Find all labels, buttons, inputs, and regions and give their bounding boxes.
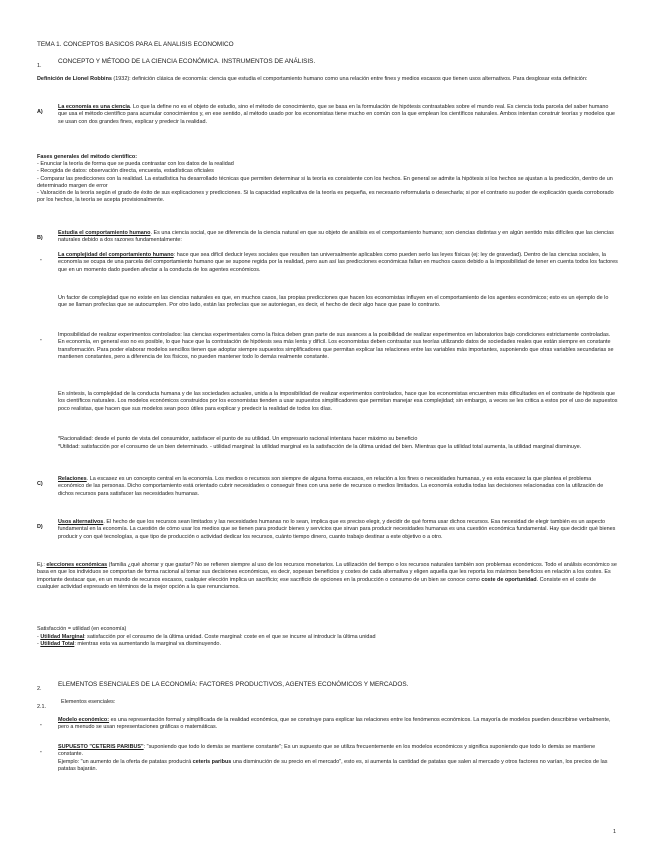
supuesto-paragraph (58, 744, 618, 759)
utilidad-total-label: Utilidad Total (40, 641, 75, 647)
elecciones-text-2: . Consiste en el coste de cualquier actividad expresado en términos de la mejor opción a la que renunciamos. (37, 576, 597, 590)
complejidad-paragraph (58, 252, 618, 274)
fases-line: - Valoración de la teoría según el grado de éxito de sus explicaciones y predicciones. Si la capacidad explicativa de la teoría es pequeña, es necesario reformularla o desecharla; si por el contrario su poder de explicación queda corroborado por los hechos, la teoría se acepta provisionalmente. (37, 190, 614, 204)
section-number: 1. (37, 63, 42, 70)
elecciones-paragraph (37, 562, 618, 591)
item-c-label: Relaciones (58, 476, 87, 482)
complejidad-label: La complejidad del comportamiento humano (58, 252, 174, 258)
coste-oportunidad-label: coste de oportunidad (481, 576, 537, 583)
complejidad-text: : hace que sea difícil deducir leyes sociales que resulten tan universalmente aplicables como pueden serlo las leyes físicas (ej: ley de gravedad). Dentro de las ciencias sociales, la economía se ocupa de una parcela del comportamiento humano que se supone regida por la realidad, pero aun así las predicciones económicas fallan en muchos casos debido a la imposibilidad de tener en cuenta todos los factores que en un momento dado pueden afectar a la conducta de los agentes económicos. (58, 252, 618, 273)
elecciones-text: (familia ¿qué ahorrar y que gastar? No se refieren siempre al uso de los recursos monetarios. La utilización del tiempo o los recursos naturales también son problemas económicos. Todo el análisis económico se basa en que los individuos se comportan de forma racional al tomar sus decisiones económicas, es decir, sopesan beneficios y costes de cada alternativa y eligen aquella que les reporta los máximos beneficios en relación a los costes. Es importante destacar que, en un mundo de recursos escasos, cualquier elección implica un sacrificio; ese sacrificio de opciones en la producción o consumo de un bien se conoce como (37, 562, 617, 583)
utilidad-marginal-label: Utilidad Marginal (40, 634, 85, 640)
utilidad-line: *Utilidad: satisfacción por el consumo de un bien determinado. - utilidad marginal: la utilidad marginal es la satisfacción de la última unidad del bien. Mientras que la utilidad total aumenta, la utilidad marginal disminuye. (58, 444, 582, 450)
robbins-text: (1932): definición clásica de economía: ciencia que estudia el comportamiento humano como una relación entre fines y medios escasos que tienen usos alternativos. Para desglosar esta definición: (111, 76, 588, 82)
utilidad-marginal-text: : satisfacción por el consumo de la última unidad. Coste marginal: coste en el que se incurre al introducir la última unidad (84, 634, 376, 640)
item-c-marker: C) (37, 481, 43, 488)
page-number: 1 (613, 828, 617, 835)
experimentos-paragraph: Imposibilidad de realizar experimentos controlados: las ciencias experimentales como la física deben gran parte de sus avances a la posibilidad de realizar experimentos en laboratorios bajo condiciones estrictamente controladas. En economía, en general eso no es posible, lo que hace que la contratación de hipótesis sea más lenta y difícil. Los economistas deben contrastar sus teorías utilizando datos de sociedades reales que están siempre en constante transformación. Para poder elaborar modelos sencillos tienen que adoptar siempre supuestos simplificadores que permitan explicar las relaciones entre las variables más importantes, suponiendo que otras variables secundarias se mantienen constantes, pero a diferencia de los físicos, no pueden mantener todo lo demás realmente constante. (58, 332, 614, 360)
supuesto-example-pre: Ejemplo: "un aumento de la oferta de patatas producirá (58, 759, 193, 765)
item-d-paragraph (58, 519, 618, 541)
item-d-marker: D) (37, 524, 43, 531)
section-heading: CONCEPTO Y MÉTODO DE LA CIENCIA ECONÓMICA. INSTRUMENTOS DE ANÁLISIS. (58, 58, 316, 65)
subsection-heading: Elementos esenciales: (61, 699, 116, 705)
item-a-text: . Lo que la define no es el objeto de estudio, sino el método de conocimiento, que se basa en la formulación de hipótesis contrastables sobre el mundo real. Es ciencia toda parcela del saber humano que usa el método científico para acumular conocimientos y, en ese sentido, al método usado por los economistas tiene mucho en común con la que emplean los científicos naturales. Ambos intentan construir teorías y modelos que se usan con dos grandes fines, explicar y predecir la realidad. (58, 104, 615, 125)
modelo-text: es una representación formal y simplificada de la realidad económica, que se construye para explicar las relaciones entre los fenómenos económicos. La mayoría de modelos pueden describirse verbalmente, pero a menudo se usan representaciones gráficas o matemáticas. (58, 717, 611, 731)
fases-line: - Recogida de datos: observación directa, encuesta, estadísticas oficiales (37, 168, 214, 174)
item-a-label: La economía es una ciencia (58, 104, 130, 110)
fases-heading: Fases generales del método científico: (37, 154, 138, 160)
item-d-label: Usos alternativos (58, 519, 104, 525)
sintesis-paragraph: En síntesis, la complejidad de la conducta humana y de las sociedades actuales, unida a la imposibilidad de realizar experimentos controlados, hace que los economistas encuentren más dificultades en el contraste de hipótesis que los científicos naturales. Los modelos económicos construidos por los economistas tienden a usar supuestos simplificadores que permitan manejar esa complejidad; sin embargo, a veces se les critica a estos por el uso de supuestos poco realistas, que hacen que sus modelos sean poco útiles para explicar y predecir la realidad de todos los días. (58, 391, 618, 412)
modelo-label: Modelo económico: (58, 717, 110, 723)
supuesto-text: : "suponiendo que todo lo demás se mantiene constante"; Es un supuesto que se utiliza frecuentemente en los modelos económicos y significa suponiendo que todo lo demás se mantiene constante. (58, 744, 596, 758)
section-heading: ELEMENTOS ESENCIALES DE LA ECONOMÍA: FACTORES PRODUCTIVOS, AGENTES ECONÓMICOS Y MERCADOS. (58, 681, 409, 688)
item-c-paragraph (58, 476, 618, 498)
utilidad-marginal-line: - Utilidad Marginal: satisfacción por el consumo de la última unidad. Coste marginal: coste en el que se incurre al introducir la última unidad (37, 634, 376, 640)
item-c-text: . La escasez es un concepto central en la economía. Los medios o recursos son siempre de alguna forma escasos, en relación a los fines o necesidades humanas, y es esta escasez la que plantea el problema económico de las personas. Dicho comportamiento está orientado cubrir necesidades o conseguir fines con una serie de recursos o medios limitados. La economía estudia todas las decisiones relacionadas con la utilización de dichos recursos para satisfacer las necesidades humanas. (58, 476, 604, 497)
robbins-label: Definición de Lionel Robbins (37, 76, 112, 82)
racionalidad-line: *Racionalidad: desde el punto de vista del consumidor, satisfacer el punto de su utilidad. Un empresario racional intentara hacer máximo su beneficio (58, 436, 418, 442)
supuesto-marker: - (40, 749, 42, 756)
supuesto-example (58, 759, 618, 774)
fases-line: - Enunciar la teoría de forma que se pueda contrastar con los datos de la realidad (37, 161, 234, 167)
utilidad-total-text: : mientras esta va aumentando la marginal va disminuyendo. (74, 641, 221, 647)
elecciones-label: elecciones económicas (46, 562, 108, 568)
section-number: 2. (37, 686, 42, 693)
item-a-paragraph (58, 104, 618, 126)
item-b-text: . Es una ciencia social, que se diferencia de la ciencia natural en que su objeto de análisis es el comportamiento humano; son ciencias distintas y en algún sentido más difíciles que las ciencias naturales debido a dos razones fundamentalmente: (58, 230, 614, 244)
subsection-number: 2.1. (37, 704, 47, 711)
supuesto-label: SUPUESTO "CETERIS PARIBUS" (58, 744, 144, 750)
ceteris-paribus-label: ceteris paribus (192, 759, 232, 765)
supuesto-example-text: una disminución de su precio en el mercado", esto es, si aumenta la cantidad de patatas que salen al mercado y otros factores no varían, los precios de las patatas bajarán. (58, 759, 608, 773)
page-title: TEMA 1. CONCEPTOS BASICOS PARA EL ANALISIS ECONOMICO (37, 41, 234, 48)
utilidad-total-line: - Utilidad Total: mientras esta va aumentando la marginal va disminuyendo. (37, 641, 221, 647)
experimentos-marker: - (40, 337, 42, 344)
item-b-paragraph (58, 230, 618, 245)
modelo-paragraph (58, 717, 618, 732)
complejidad-marker: - (40, 257, 42, 264)
satisfaccion-line: Satisfacción = utilidad (en economía) (37, 626, 127, 632)
ej-prefix: Ej.: (37, 562, 47, 568)
item-a-marker: A) (37, 109, 43, 116)
modelo-marker: - (40, 722, 42, 729)
complejidad-paragraph-2: Un factor de complejidad que no existe en las ciencias naturales es que, en muchos casos, las propias predicciones que hacen los economistas influyen en el comportamiento de los agentes económicos; esto es un ejemplo de lo que se llaman profecías que se autocumplen. Por otro lado, están las profecías que se autoniegan, es decir, el hecho de decir algo hace que pase lo contrario. (58, 295, 609, 309)
robbins-paragraph (37, 76, 618, 83)
item-b-marker: B) (37, 235, 43, 242)
item-b-label: Estudia el comportamiento humano (58, 230, 151, 236)
fases-line: - Comparar las predicciones con la realidad. La estadística ha desarrollado técnicas que permiten determinar si la teoría es consistente con los hechos. En general se admite la hipótesis si los hechos se ajustan a la predicción, dentro de un determinado margen de error (37, 176, 613, 190)
item-d-text: . El hecho de que los recursos sean limitados y las necesidades humanas no lo sean, implica que es preciso elegir, y decidir de qué forma usar dichos recursos. Esa necesidad de elegir también es un aspecto fundamental en la economía. La cuestión de cómo usar los medios que se tienen para producir bienes y servicios que sirvan para producir necesidades humanas es una cuestión económica fundamental. Hay que decidir qué bienes producir y con qué tecnologías, a que tipo de producción o actividad dedicar los recursos, cuánto tiempo dinero, cuanto trabajo destinar a este objetivo o a otro. (58, 519, 616, 540)
